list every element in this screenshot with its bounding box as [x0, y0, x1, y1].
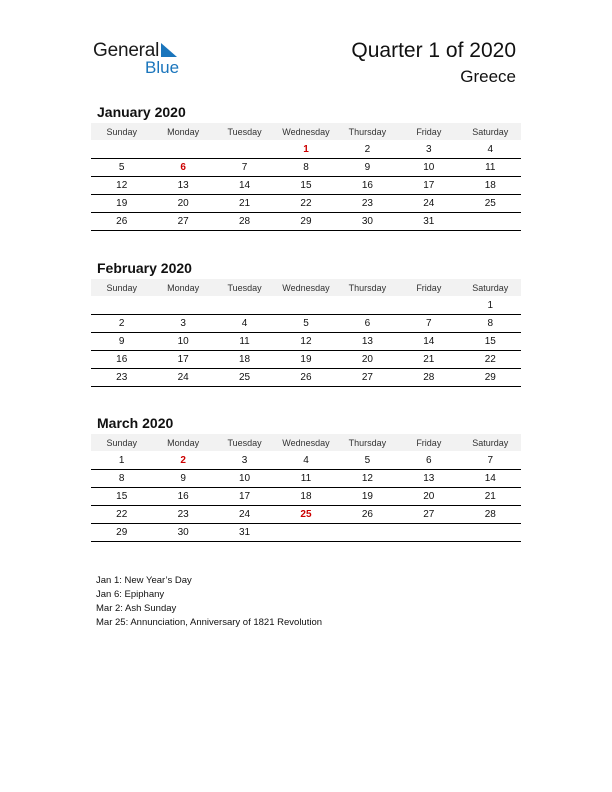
day-cell: 29: [275, 213, 336, 231]
logo-triangle-icon: [161, 43, 177, 57]
day-cell: 14: [398, 333, 459, 351]
empty-day-cell: [91, 140, 152, 159]
week-row: [91, 451, 521, 470]
day-cell: 13: [152, 177, 213, 195]
week-row: [91, 470, 521, 488]
day-cell: 19: [275, 351, 336, 369]
day-cell: 29: [460, 369, 521, 387]
day-cell: 8: [275, 159, 336, 177]
day-cell: 27: [398, 506, 459, 524]
calendar-table: [91, 123, 521, 231]
day-cell: 4: [214, 315, 275, 333]
day-cell: 6: [398, 451, 459, 470]
week-row: [91, 195, 521, 213]
holiday-notes: [96, 574, 322, 630]
calendar-table: [91, 434, 521, 542]
weekday-header: Saturday: [460, 279, 521, 296]
weekday-header-row: [91, 279, 521, 296]
weekday-header: Monday: [152, 434, 213, 451]
empty-day-cell: [460, 524, 521, 542]
day-cell: 18: [275, 488, 336, 506]
day-cell: 3: [214, 451, 275, 470]
empty-day-cell: [275, 524, 336, 542]
day-cell: 29: [91, 524, 152, 542]
day-cell: 18: [460, 177, 521, 195]
weekday-header: Saturday: [460, 123, 521, 140]
holiday-note: Jan 6: Epiphany: [96, 589, 165, 600]
day-cell: 2: [152, 451, 213, 470]
month-march: [91, 414, 521, 542]
day-cell: 26: [275, 369, 336, 387]
day-cell: 11: [275, 470, 336, 488]
day-cell: 26: [337, 506, 398, 524]
week-row: [91, 315, 521, 333]
day-cell: 26: [91, 213, 152, 231]
day-cell: 18: [214, 351, 275, 369]
weekday-header: Tuesday: [214, 434, 275, 451]
day-cell: 27: [337, 369, 398, 387]
day-cell: 25: [460, 195, 521, 213]
day-cell: 22: [460, 351, 521, 369]
day-cell: 28: [214, 213, 275, 231]
day-cell: 6: [337, 315, 398, 333]
day-cell: 9: [91, 333, 152, 351]
weekday-header: Sunday: [91, 279, 152, 296]
month-january: [91, 103, 521, 231]
month-february: [91, 259, 521, 387]
day-cell: 7: [460, 451, 521, 470]
day-cell: 6: [152, 159, 213, 177]
weekday-header-row: [91, 434, 521, 451]
day-cell: 30: [337, 213, 398, 231]
day-cell: 12: [275, 333, 336, 351]
month-title: March 2020: [97, 415, 174, 431]
day-cell: 8: [91, 470, 152, 488]
holiday-note: Mar 2: Ash Sunday: [96, 603, 177, 614]
holiday-note: Jan 1: New Year’s Day: [96, 575, 192, 586]
day-cell: 15: [275, 177, 336, 195]
day-cell: 14: [460, 470, 521, 488]
empty-day-cell: [275, 296, 336, 315]
day-cell: 24: [214, 506, 275, 524]
day-cell: 17: [152, 351, 213, 369]
day-cell: 1: [460, 296, 521, 315]
week-row: [91, 506, 521, 524]
month-title: February 2020: [97, 260, 192, 276]
weekday-header: Tuesday: [214, 123, 275, 140]
day-cell: 10: [398, 159, 459, 177]
week-row: [91, 369, 521, 387]
day-cell: 12: [91, 177, 152, 195]
page-title: Quarter 1 of 2020: [351, 39, 516, 62]
day-cell: 4: [460, 140, 521, 159]
day-cell: 15: [91, 488, 152, 506]
calendar-table: [91, 279, 521, 387]
weekday-header: Sunday: [91, 434, 152, 451]
week-row: [91, 159, 521, 177]
empty-day-cell: [398, 296, 459, 315]
month-title: January 2020: [97, 104, 186, 120]
day-cell: 5: [337, 451, 398, 470]
day-cell: 2: [91, 315, 152, 333]
day-cell: 13: [398, 470, 459, 488]
weekday-header-row: [91, 123, 521, 140]
day-cell: 8: [460, 315, 521, 333]
day-cell: 3: [398, 140, 459, 159]
weekday-header: Friday: [398, 434, 459, 451]
day-cell: 1: [275, 140, 336, 159]
empty-day-cell: [214, 296, 275, 315]
empty-day-cell: [152, 140, 213, 159]
day-cell: 22: [91, 506, 152, 524]
day-cell: 23: [91, 369, 152, 387]
week-row: [91, 177, 521, 195]
day-cell: 25: [214, 369, 275, 387]
day-cell: 4: [275, 451, 336, 470]
day-cell: 21: [460, 488, 521, 506]
day-cell: 31: [214, 524, 275, 542]
day-cell: 11: [214, 333, 275, 351]
day-cell: 30: [152, 524, 213, 542]
day-cell: 21: [214, 195, 275, 213]
day-cell: 20: [152, 195, 213, 213]
day-cell: 2: [337, 140, 398, 159]
day-cell: 5: [91, 159, 152, 177]
weekday-header: Thursday: [337, 279, 398, 296]
day-cell: 14: [214, 177, 275, 195]
empty-day-cell: [337, 296, 398, 315]
week-row: [91, 213, 521, 231]
day-cell: 13: [337, 333, 398, 351]
day-cell: 19: [91, 195, 152, 213]
day-cell: 16: [152, 488, 213, 506]
weekday-header: Tuesday: [214, 279, 275, 296]
week-row: [91, 488, 521, 506]
day-cell: 17: [398, 177, 459, 195]
logo-text-general: General: [93, 40, 160, 61]
weekday-header: Wednesday: [275, 123, 336, 140]
day-cell: 10: [214, 470, 275, 488]
day-cell: 1: [91, 451, 152, 470]
day-cell: 5: [275, 315, 336, 333]
day-cell: 24: [398, 195, 459, 213]
day-cell: 9: [152, 470, 213, 488]
day-cell: 21: [398, 351, 459, 369]
weekday-header: Friday: [398, 123, 459, 140]
day-cell: 25: [275, 506, 336, 524]
day-cell: 23: [152, 506, 213, 524]
day-cell: 23: [337, 195, 398, 213]
logo-text-blue: Blue: [145, 58, 180, 77]
empty-day-cell: [398, 524, 459, 542]
day-cell: 16: [91, 351, 152, 369]
week-row: [91, 140, 521, 159]
day-cell: 19: [337, 488, 398, 506]
day-cell: 22: [275, 195, 336, 213]
day-cell: 16: [337, 177, 398, 195]
weekday-header: Monday: [152, 123, 213, 140]
week-row: [91, 296, 521, 315]
weekday-header: Monday: [152, 279, 213, 296]
holiday-note: Mar 25: Annunciation, Anniversary of 1821 Revolution: [96, 617, 323, 628]
day-cell: 27: [152, 213, 213, 231]
day-cell: 3: [152, 315, 213, 333]
day-cell: 28: [398, 369, 459, 387]
weekday-header: Sunday: [91, 123, 152, 140]
weekday-header: Friday: [398, 279, 459, 296]
empty-day-cell: [214, 140, 275, 159]
day-cell: 24: [152, 369, 213, 387]
weekday-header: Thursday: [337, 434, 398, 451]
day-cell: 11: [460, 159, 521, 177]
day-cell: 7: [214, 159, 275, 177]
day-cell: 20: [398, 488, 459, 506]
day-cell: 7: [398, 315, 459, 333]
weekday-header: Wednesday: [275, 434, 336, 451]
day-cell: 28: [460, 506, 521, 524]
empty-day-cell: [152, 296, 213, 315]
weekday-header: Wednesday: [275, 279, 336, 296]
week-row: [91, 333, 521, 351]
empty-day-cell: [460, 213, 521, 231]
week-row: [91, 524, 521, 542]
empty-day-cell: [91, 296, 152, 315]
day-cell: 31: [398, 213, 459, 231]
day-cell: 17: [214, 488, 275, 506]
weekday-header: Thursday: [337, 123, 398, 140]
day-cell: 15: [460, 333, 521, 351]
day-cell: 10: [152, 333, 213, 351]
day-cell: 9: [337, 159, 398, 177]
day-cell: 12: [337, 470, 398, 488]
week-row: [91, 351, 521, 369]
weekday-header: Saturday: [460, 434, 521, 451]
country-name: Greece: [460, 67, 516, 86]
day-cell: 20: [337, 351, 398, 369]
logo: [93, 40, 203, 80]
empty-day-cell: [337, 524, 398, 542]
